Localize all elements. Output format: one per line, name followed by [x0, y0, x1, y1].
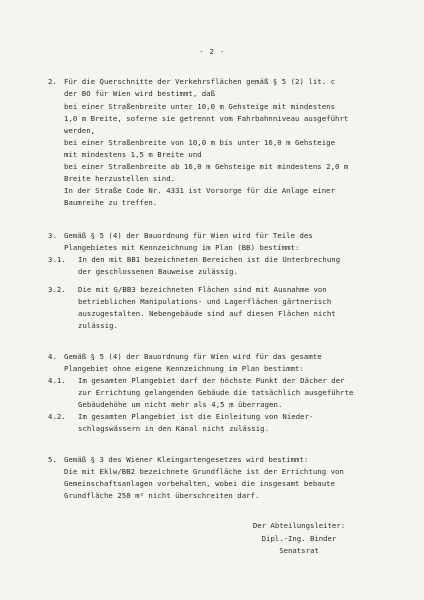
section-3-line: Gemäß § 5 (4) der Bauordnung für Wien wird für Teile des [64, 231, 313, 240]
section-2-line: Breite herzustellen sind. [64, 174, 176, 183]
section-4-2-line: Im gesamten Plangebiet ist die Einleitung von Nieder- [78, 412, 314, 421]
section-4-line: Plangebiet ohne eigene Kennzeichnung im Plan bestimmt: [64, 364, 304, 373]
section-3-2-line: zulässig. [78, 321, 118, 330]
section-2-line: bei einer Straßenbreite unter 10,0 m Gehsteige mit mindestens [64, 102, 336, 111]
section-4-2-line: schlagswässern in den Kanal nicht zulässig. [78, 424, 270, 433]
section-3-number: 3. [48, 231, 57, 240]
section-5-line: Die mit Eklw/BB2 bezeichnete Grundfläche ist der Errichtung von [64, 467, 344, 476]
signature-role: Der Abteilungsleiter: [252, 521, 346, 530]
signature-name: Dipl.-Ing. Binder [261, 534, 337, 543]
section-2-line: bei einer Straßenbreite von 10,0 m bis unter 16,0 m Gehsteige [64, 138, 336, 147]
section-4-1-line: Gebäudehöhe um nicht mehr als 4,5 m überragen. [78, 400, 283, 409]
section-4-number: 4. [48, 352, 57, 361]
section-2-number: 2. [48, 77, 57, 86]
section-3-2-number: 3.2. [48, 285, 66, 294]
section-5-number: 5. [48, 455, 57, 464]
section-3-2-line: Die mit G/BB3 bezeichneten Flächen sind mit Ausnahme von [78, 285, 327, 294]
section-4-1-line: zur Errichtung gelangenden Gebäude die tatsächlich ausgeführte [78, 388, 354, 397]
section-3-1-line: In den mit BB1 bezeichneten Bereichen ist die Unterbrechung [78, 255, 341, 264]
section-2-line: werden, [64, 126, 96, 135]
section-3-line: Plangebietes mit Kennzeichnung im Plan (BB) bestimmt: [64, 243, 300, 252]
section-5-line: Gemäß § 3 des Wiener Kleingartengesetzes wird bestimmt: [64, 455, 309, 464]
section-2-line: 1,0 m Breite, soferne sie getrennt vom Fahrbahnniveau ausgeführt [64, 114, 349, 123]
section-2-line: In der Straße Code Nr. 4331 ist Vorsorge für die Anlage einer [64, 186, 336, 195]
section-3-2-line: betrieblichen Manipulations- und Lagerflächen gärtnerisch [78, 297, 332, 306]
section-4-1-line: Im gesamten Plangebiet darf der höchste Punkt der Dächer der [78, 376, 345, 385]
section-4-1-number: 4.1. [48, 376, 66, 385]
section-2-line: Für die Querschnitte der Verkehrsflächen gemäß § 5 (2) lit. c [64, 77, 336, 86]
section-2-line: mit mindestens 1,5 m Breite und [64, 150, 202, 159]
section-2-line: der BO für Wien wird bestimmt, daß [64, 89, 216, 98]
section-5-line: Grundfläche 250 m² nicht überschreiten darf. [64, 491, 260, 500]
section-4-2-number: 4.2. [48, 412, 66, 421]
section-3-1-line: der geschlossenen Bauweise zulässig. [78, 267, 238, 276]
section-3-2-line: auszugestalten. Nebengebäude sind auf diesen Flächen nicht [78, 309, 336, 318]
section-2-line: Baumreihe zu treffen. [64, 198, 158, 207]
section-2-line: bei einer Straßenbreite ab 16,0 m Gehsteige mit mindestens 2,0 m [64, 162, 349, 171]
page-number: - 2 - [199, 47, 225, 56]
section-5-line: Gemeinschaftsanlagen vorbehalten, wobei die insgesamt bebaute [64, 479, 336, 488]
section-4-line: Gemäß § 5 (4) der Bauordnung für Wien wird für das gesamte [64, 352, 322, 361]
signature-title: Senatsrat [279, 546, 319, 555]
section-3-1-number: 3.1. [48, 255, 66, 264]
